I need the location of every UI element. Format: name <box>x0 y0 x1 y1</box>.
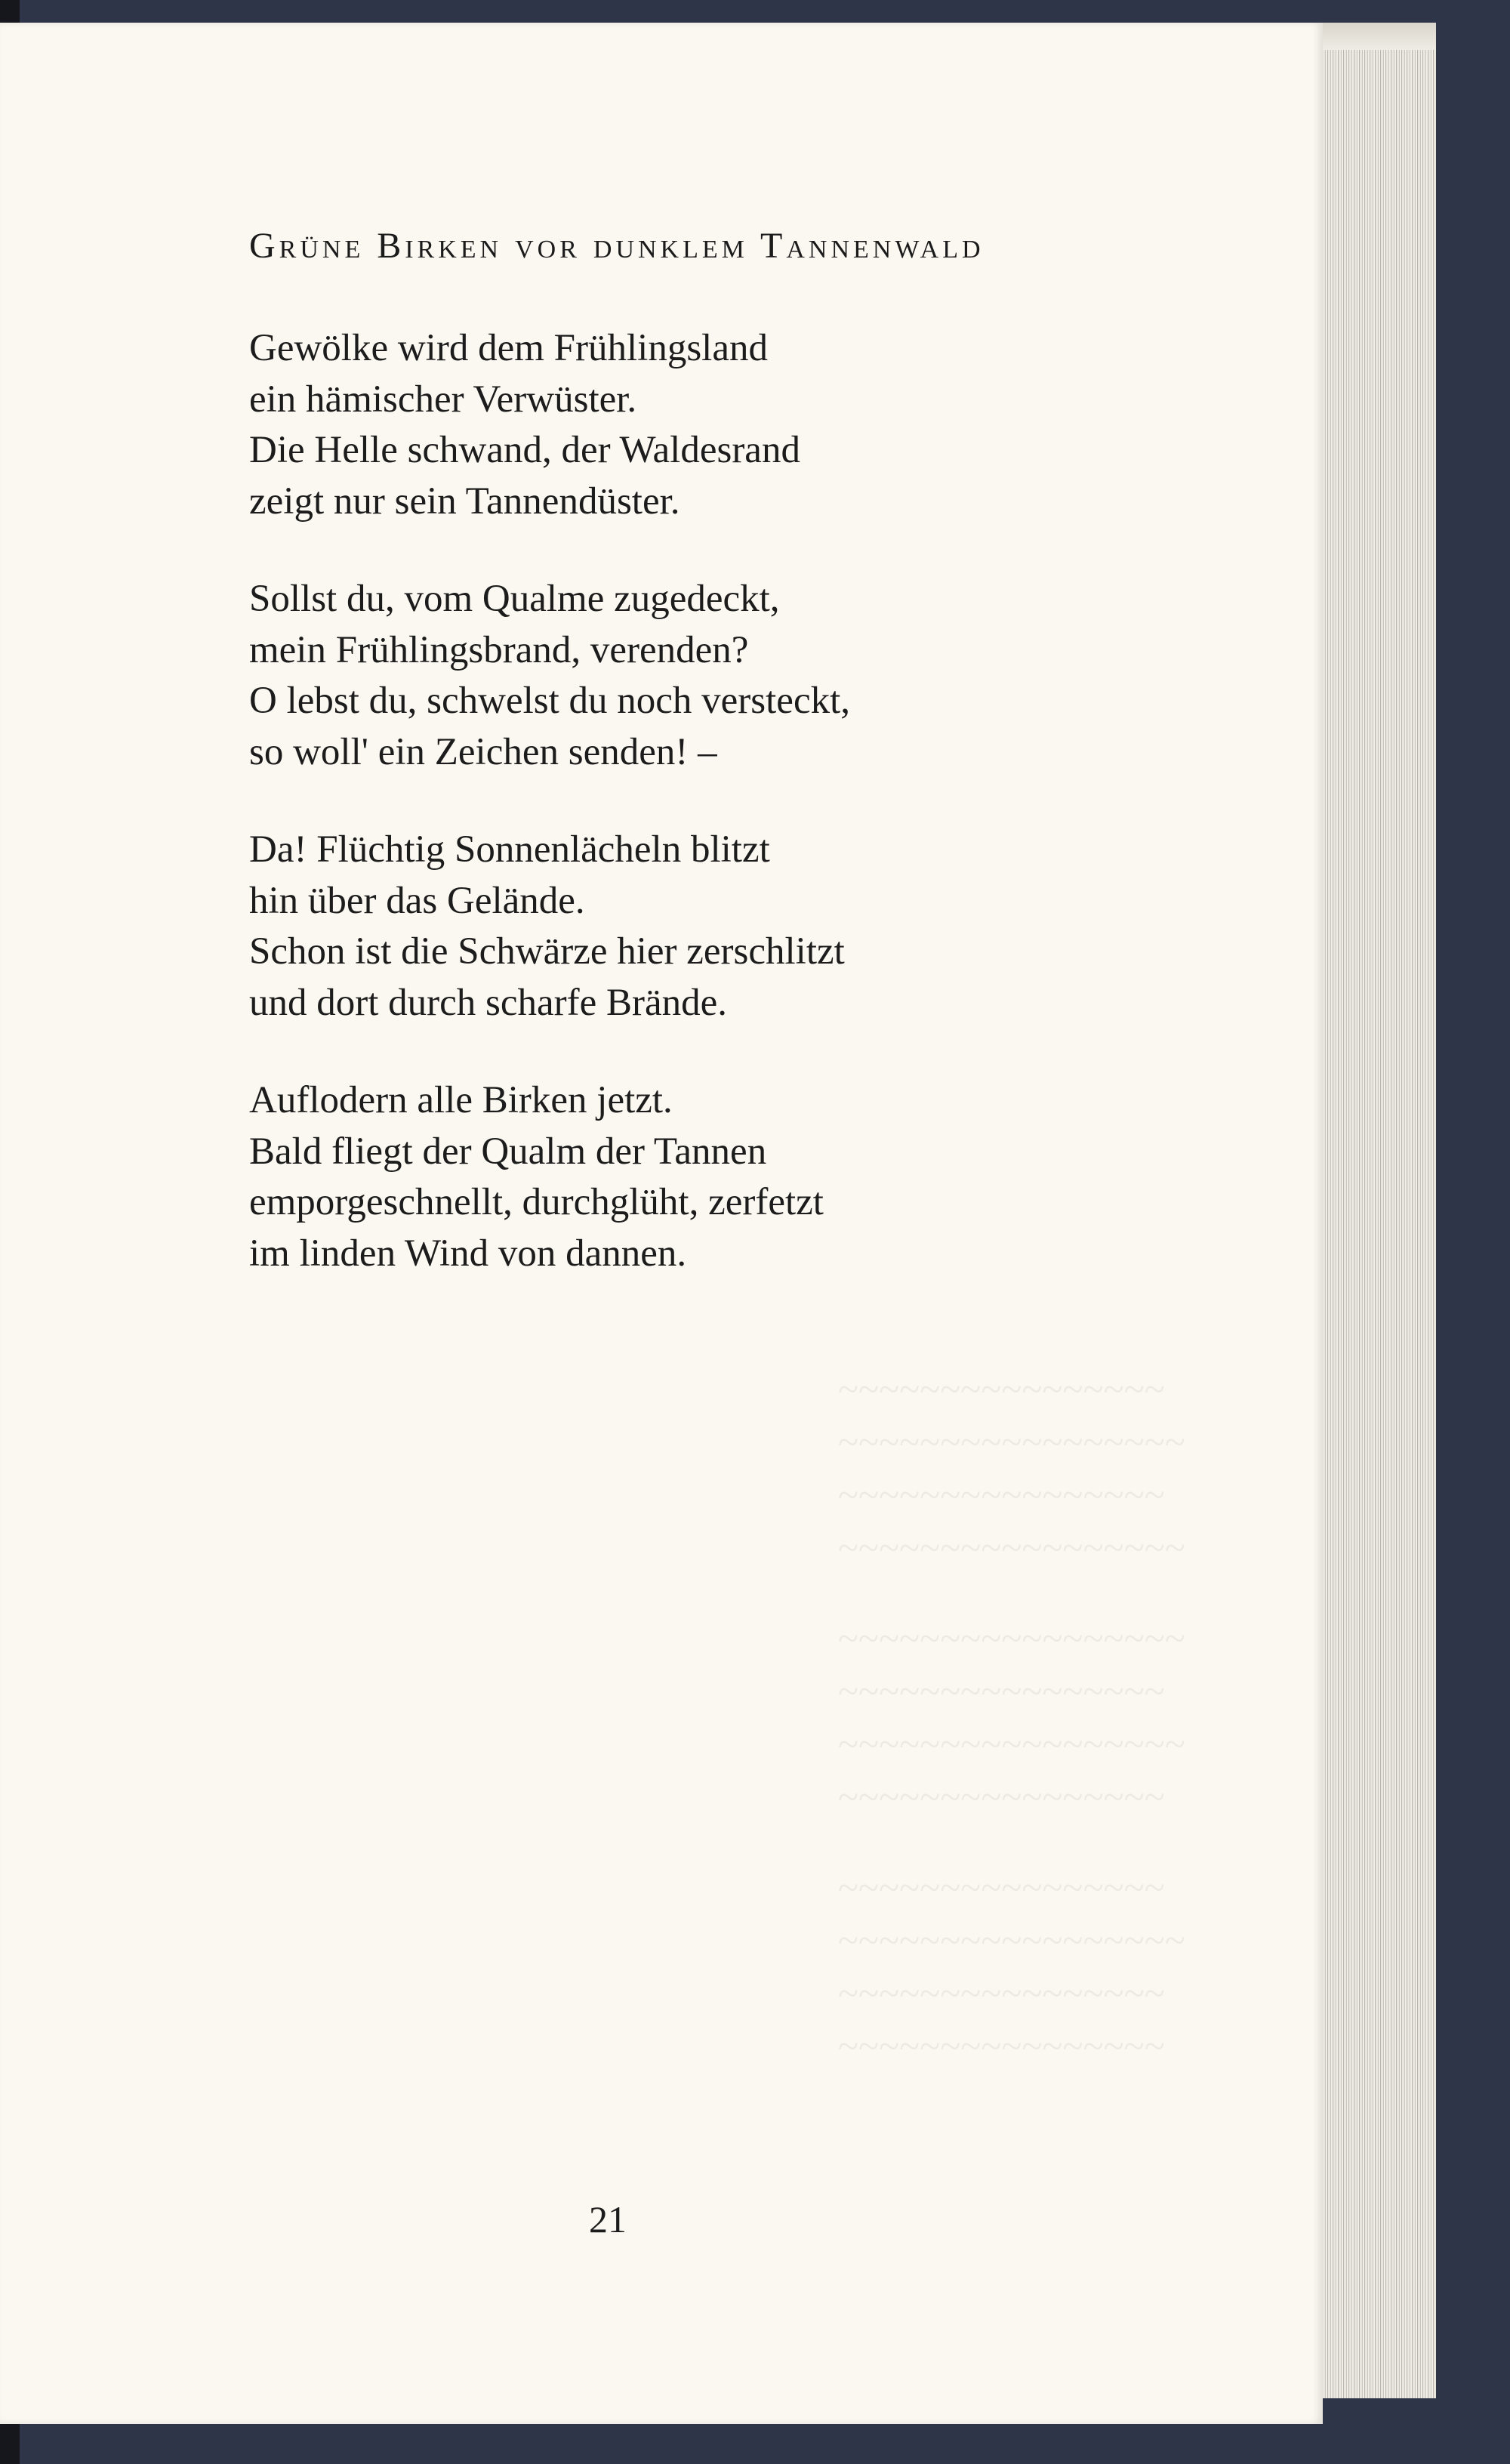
page-number: 21 <box>589 2198 627 2240</box>
stanza-2 <box>249 574 1231 778</box>
stanza-4 <box>249 1075 1231 1279</box>
book-page <box>0 23 1323 2424</box>
poem-line: Auflodern alle Birken jetzt. <box>249 1079 673 1121</box>
poem-line: Sollst du, vom Qualme zugedeckt, <box>249 578 780 620</box>
poem-line: und dort durch scharfe Brände. <box>249 981 728 1024</box>
poem-line: O lebst du, schwelst du noch versteckt, <box>249 680 851 722</box>
stanza-3 <box>249 825 1231 1028</box>
page-edges-top <box>1323 23 1436 50</box>
poem-line: mein Frühlingsbrand, verenden? <box>249 628 749 671</box>
poem-line: im linden Wind von dannen. <box>249 1232 687 1275</box>
poem-line: Schon ist die Schwärze hier zerschlitzt <box>249 930 845 973</box>
poem-line: Gewölke wird dem Frühlingsland <box>249 327 768 369</box>
poem-body <box>249 323 1231 1326</box>
poem-line: Bald fliegt der Qualm der Tannen <box>249 1130 767 1173</box>
poem-line: Da! Flüchtig Sonnenlächeln blitzt <box>249 828 770 871</box>
poem-line: ein hämischer Verwüster. <box>249 378 637 421</box>
poem-line: Die Helle schwand, der Waldesrand <box>249 429 800 471</box>
poem-line: so woll' ein Zeichen senden! – <box>249 730 717 773</box>
stanza-1 <box>249 323 1231 527</box>
poem-line: hin über das Gelände. <box>249 879 585 922</box>
poem-line: zeigt nur sein Tannendüster. <box>249 480 680 523</box>
page-edges <box>1323 50 1436 2398</box>
show-through-text: ~~~~~~~~~~~~~~~~ ~~~~~~~~~~~~~~~~~ ~~~~~~~~~~~~~~~~ ~~~~~~~~~~~~~~~~~ ~~~~~~~~~~~~~~~~~ ~~~~~~~~~~~~~~~~ ~~~~~~~~~~~~~~~~~ ~~~~~~~~~~~~~~~~ ~~~~~~~~~~~~~~~~ ~~~~~~~~~~~~~~~~~ ~~~~~~~~~~~~~~~~ ~~~~~~~~~~~~~~~~ <box>838 1368 1185 2067</box>
poem-title: Grüne Birken vor dunklem Tannenwald <box>249 226 985 266</box>
poem-line: emporgeschnellt, durchglüht, zerfetzt <box>249 1181 824 1223</box>
